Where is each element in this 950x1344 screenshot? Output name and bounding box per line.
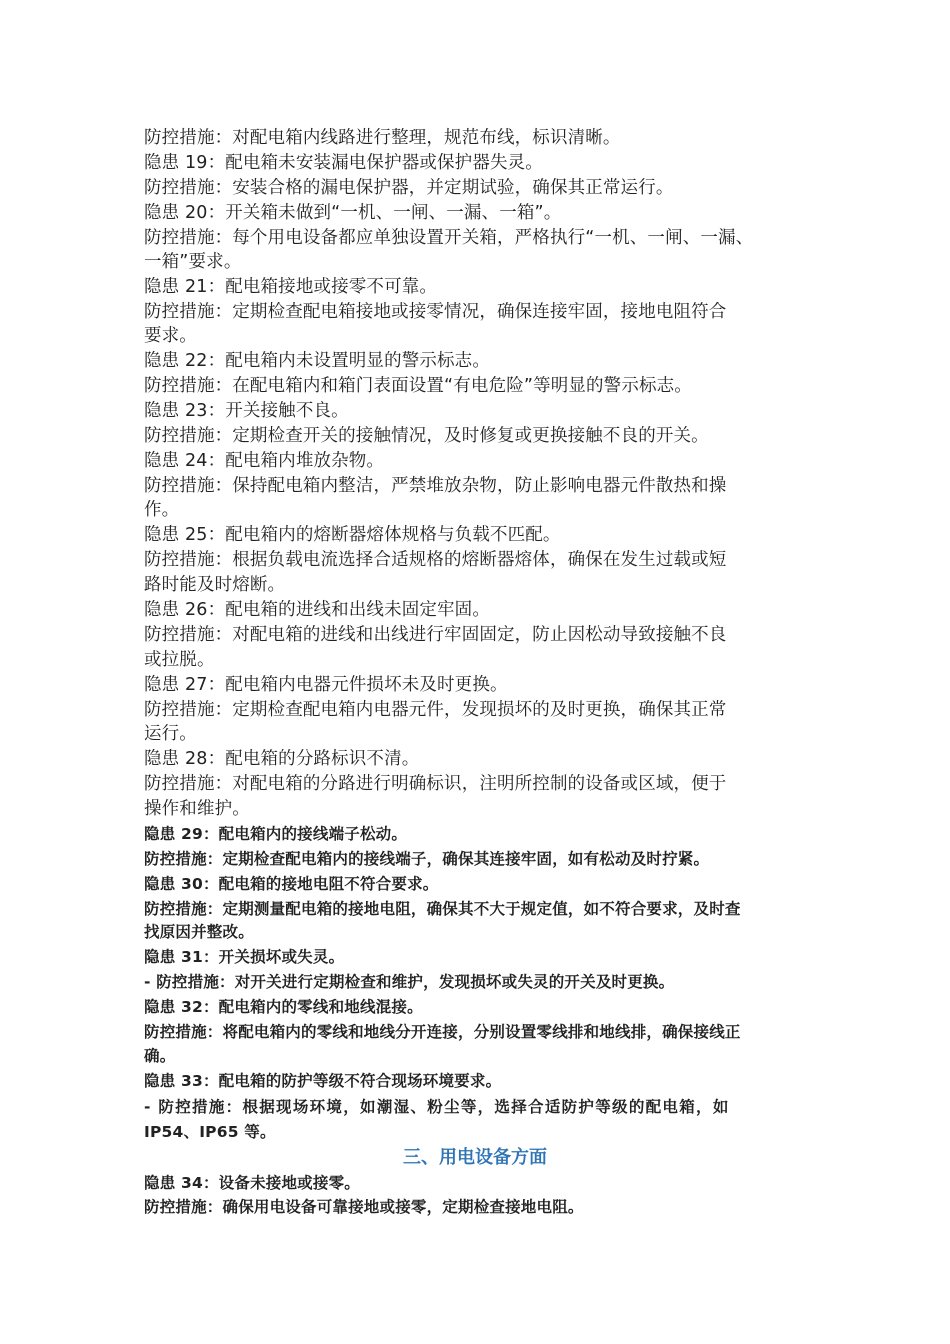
text-line: 防控措施：保持配电箱内整洁，严禁堆放杂物，防止影响电器元件散热和操 <box>144 476 727 496</box>
text-line: 隐患 22：配电箱内未设置明显的警示标志。 <box>144 351 490 371</box>
text-line: 隐患 28：配电箱的分路标识不清。 <box>144 749 420 769</box>
text-line: 隐患 33：配电箱的防护等级不符合现场环境要求。 <box>144 1072 502 1090</box>
text-line: 路时能及时熔断。 <box>144 575 286 595</box>
text-line: 隐患 24：配电箱内堆放杂物。 <box>144 451 385 471</box>
text-line: 隐患 27：配电箱内电器元件损坏未及时更换。 <box>144 675 508 695</box>
text-line: 防控措施：安装合格的漏电保护器，并定期试验，确保其正常运行。 <box>144 178 674 198</box>
text-line: 防控措施：对配电箱的分路进行明确标识，注明所控制的设备或区域，便于 <box>144 774 727 794</box>
text-line: 防控措施：确保用电设备可靠接地或接零，定期检查接地电阻。 <box>144 1198 584 1216</box>
text-line: 防控措施：对配电箱的进线和出线进行牢固固定，防止因松动导致接触不良 <box>144 625 727 645</box>
text-line: 找原因并整改。 <box>144 923 254 941</box>
text-line: 防控措施：定期测量配电箱的接地电阻，确保其不大于规定值，如不符合要求，及时查 <box>144 900 741 918</box>
text-line: IP54、IP65 等。 <box>144 1123 276 1141</box>
text-line: 隐患 29：配电箱内的接线端子松动。 <box>144 825 408 843</box>
text-line: 防控措施：定期检查配电箱接地或接零情况，确保连接牢固，接地电阻符合 <box>144 302 727 322</box>
text-line: 防控措施：在配电箱内和箱门表面设置“有电危险”等明显的警示标志。 <box>144 376 692 396</box>
text-line: 防控措施：定期检查配电箱内电器元件，发现损坏的及时更换，确保其正常 <box>144 700 727 720</box>
text-line: - 防控措施：根据现场环境，如潮湿、粉尘等，选择合适防护等级的配电箱，如 <box>144 1098 730 1116</box>
text-line: 隐患 32：配电箱内的零线和地线混接。 <box>144 998 423 1016</box>
text-line: 隐患 31：开关损坏或失灵。 <box>144 948 345 966</box>
text-line: 作。 <box>144 500 180 520</box>
text-line: 隐患 21：配电箱接地或接零不可靠。 <box>144 277 438 297</box>
text-line: 防控措施：将配电箱内的零线和地线分开连接，分别设置零线排和地线排，确保接线正 <box>144 1023 741 1041</box>
text-line: 操作和维护。 <box>144 799 250 819</box>
text-line: 隐患 19：配电箱未安装漏电保护器或保护器失灵。 <box>144 153 543 173</box>
text-line: 隐患 20：开关箱未做到“一机、一闸、一漏、一箱”。 <box>144 203 562 223</box>
text-line: 隐患 23：开关接触不良。 <box>144 401 349 421</box>
text-line: 隐患 26：配电箱的进线和出线未固定牢固。 <box>144 600 490 620</box>
text-line: 要求。 <box>144 326 197 346</box>
text-line: 防控措施：每个用电设备都应单独设置开关箱，严格执行“一机、一闸、一漏、 <box>144 228 754 248</box>
text-line: 隐患 34：设备未接地或接零。 <box>144 1174 360 1192</box>
text-line: 确。 <box>144 1047 176 1065</box>
text-line: 防控措施：根据负载电流选择合适规格的熔断器熔体，确保在发生过载或短 <box>144 550 727 570</box>
section-heading: 三、用电设备方面 <box>403 1147 547 1168</box>
text-line: 一箱”要求。 <box>144 252 242 272</box>
text-line: 或拉脱。 <box>144 650 215 670</box>
text-line: 运行。 <box>144 724 197 744</box>
text-line: 隐患 30：配电箱的接地电阻不符合要求。 <box>144 875 439 893</box>
text-line: 防控措施：定期检查开关的接触情况，及时修复或更换接触不良的开关。 <box>144 426 709 446</box>
text-line: 防控措施：定期检查配电箱内的接线端子，确保其连接牢固，如有松动及时拧紧。 <box>144 850 710 868</box>
text-line: 隐患 25：配电箱内的熔断器熔体规格与负载不匹配。 <box>144 525 561 545</box>
text-line: - 防控措施：对开关进行定期检查和维护，发现损坏或失灵的开关及时更换。 <box>144 973 675 991</box>
text-line: 防控措施：对配电箱内线路进行整理，规范布线，标识清晰。 <box>144 128 621 148</box>
